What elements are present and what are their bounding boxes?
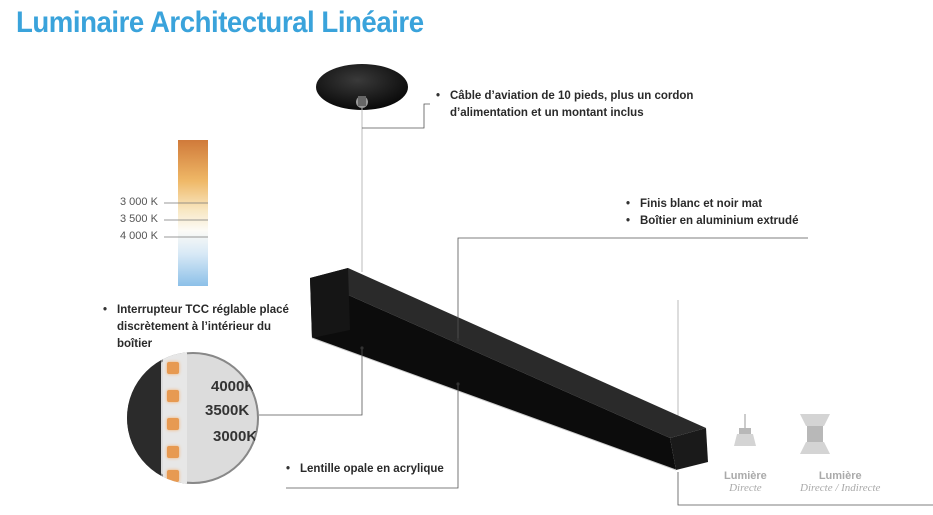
note-lens: • Lentille opale en acrylique xyxy=(286,463,444,475)
note-cable-line-2: d’alimentation et un montant inclus xyxy=(450,107,644,119)
zoom-housing-shadow xyxy=(127,352,161,484)
page-title: Luminaire Architectural Linéaire xyxy=(16,6,424,39)
light-type-direct xyxy=(724,470,767,494)
downlight-icon xyxy=(734,414,756,446)
note-switch: • Interrupteur TCC réglable placé discrètement à l’intérieur du boîtier xyxy=(103,304,289,350)
light-type-direct-sub: Directe xyxy=(729,482,762,494)
note-switch-line-3: boîtier xyxy=(117,338,153,350)
zoom-label-3500: 3500K xyxy=(205,402,250,419)
zoom-led xyxy=(167,390,179,402)
up-down-light-icon xyxy=(800,414,830,454)
fixture-front-face xyxy=(310,278,676,470)
note-lens-text: Lentille opale en acrylique xyxy=(300,463,444,475)
cct-label-4000: 4 000 K xyxy=(120,230,158,242)
zoom-led xyxy=(167,362,179,374)
fixture-left-end xyxy=(310,268,350,338)
note-finish-housing: • Finis blanc et noir mat • Boîtier en aluminium extrudé xyxy=(626,198,799,227)
note-housing: Boîtier en aluminium extrudé xyxy=(640,215,799,227)
leader-finish xyxy=(458,238,808,340)
note-cable-line-1: Câble d’aviation de 10 pieds, plus un cordon xyxy=(450,90,694,102)
light-type-direct-indirect-main: Lumière xyxy=(818,470,862,482)
note-cable: • Câble d’aviation de 10 pieds, plus un cordon d’alimentation et un montant inclus xyxy=(436,90,694,119)
light-type-direct-indirect xyxy=(800,470,880,494)
cct-switch-zoom xyxy=(127,352,259,484)
note-switch-line-1: Interrupteur TCC réglable placé xyxy=(117,304,289,316)
zoom-label-3000: 3000K xyxy=(213,428,258,445)
cct-gradient-bar xyxy=(178,140,208,286)
cct-label-3000: 3 000 K xyxy=(120,196,158,208)
zoom-label-4000: 4000K xyxy=(211,378,256,395)
zoom-led xyxy=(167,418,179,430)
zoom-led xyxy=(167,446,179,458)
leader-switch xyxy=(259,348,362,415)
cct-label-3500: 3 500 K xyxy=(120,213,158,225)
light-type-direct-main: Lumière xyxy=(724,470,767,482)
canopy-stem xyxy=(358,96,366,106)
zoom-led xyxy=(167,470,179,482)
light-type-direct-indirect-sub: Directe / Indirecte xyxy=(800,482,881,494)
note-switch-line-2: discrètement à l’intérieur du xyxy=(117,321,272,333)
note-finish: Finis blanc et noir mat xyxy=(640,198,763,210)
